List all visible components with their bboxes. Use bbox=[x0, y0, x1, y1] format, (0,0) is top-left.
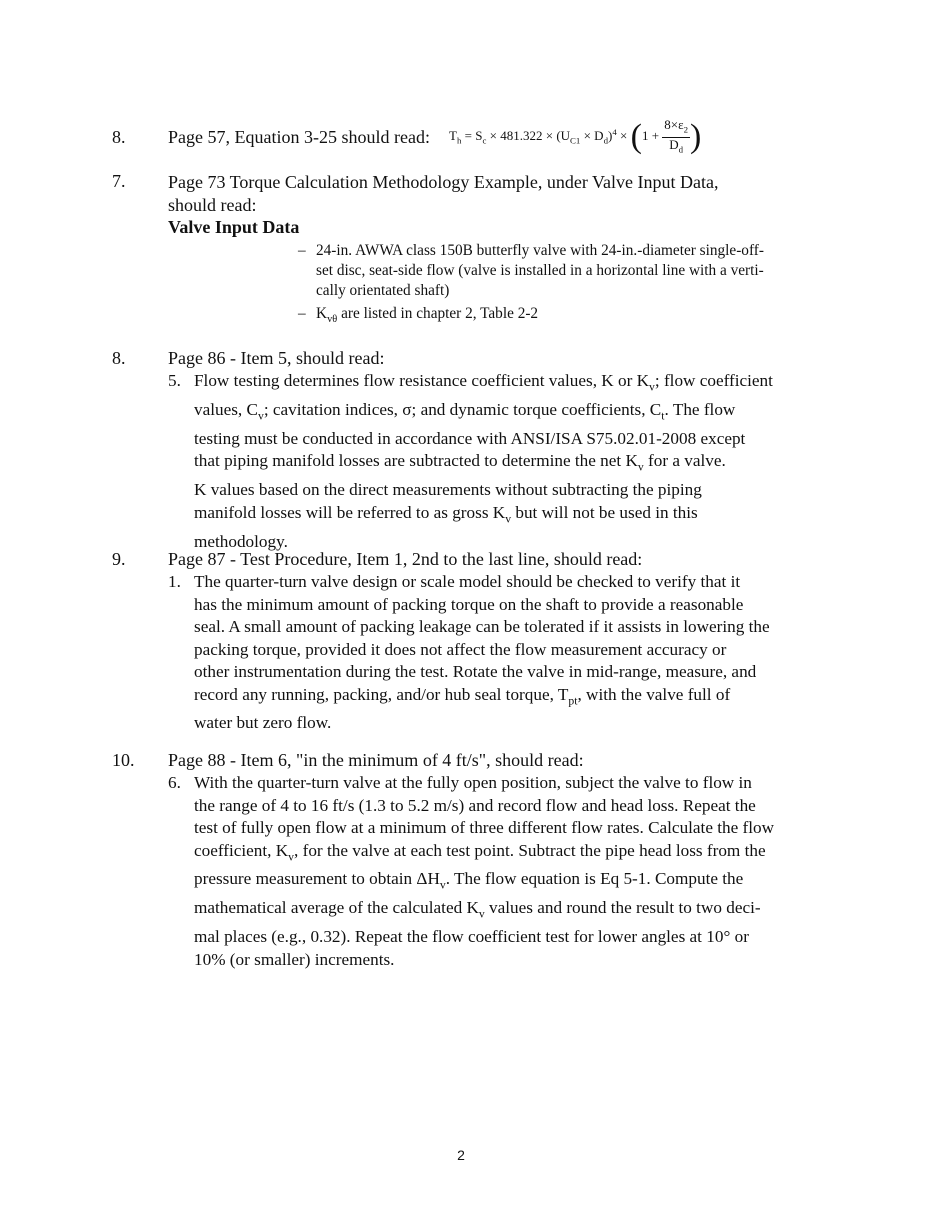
item-heading: Page 88 - Item 6, "in the minimum of 4 ft/s", should read: bbox=[168, 750, 584, 770]
eq-sub: h bbox=[456, 135, 462, 146]
sub-item-number: 1. bbox=[168, 572, 181, 591]
text: record any running, packing, and/or hub seal torque, T bbox=[194, 684, 569, 704]
text: ; cavitation indices, σ; and dynamic torque coefficients, C bbox=[263, 399, 662, 419]
bullet-line: cally orientated shaft) bbox=[316, 282, 450, 299]
text: water but zero flow. bbox=[194, 713, 332, 733]
sub: v bbox=[505, 512, 512, 526]
eq-paren-close: ) bbox=[690, 118, 702, 156]
eq-term: × D bbox=[583, 128, 604, 144]
k-symbol: K bbox=[316, 305, 328, 322]
page-number: 2 bbox=[457, 1147, 465, 1163]
bullet-dash: – bbox=[298, 242, 306, 259]
eq-power: 4 bbox=[612, 126, 617, 137]
eq-term: 1 + bbox=[641, 128, 660, 144]
item-heading: Page 57, Equation 3-25 should read: bbox=[168, 127, 430, 147]
sub: v bbox=[257, 409, 264, 423]
sub: v bbox=[439, 878, 446, 892]
text: coefficient, K bbox=[194, 840, 289, 860]
text: the range of 4 to 16 ft/s (1.3 to 5.2 m/s) and record flow and head loss. Repeat the bbox=[194, 795, 756, 815]
text: has the minimum amount of packing torque on the shaft to provide a reasonable bbox=[194, 594, 744, 614]
eq-term: S bbox=[475, 128, 483, 144]
text: . The flow bbox=[664, 399, 736, 419]
heading-line: Page 73 Torque Calculation Methodology Example, under Valve Input Data, bbox=[168, 172, 719, 192]
bullet-line: 24-in. AWWA class 150B butterfly valve with 24-in.-diameter single-off- bbox=[316, 242, 764, 259]
text: mathematical average of the calculated K bbox=[194, 898, 479, 918]
item-number: 9. bbox=[112, 549, 126, 569]
k-subscript: vθ bbox=[327, 314, 338, 326]
eq-paren-open: ( bbox=[630, 118, 642, 156]
eq-sub: c bbox=[482, 135, 487, 146]
text: test of fully open flow at a minimum of three different flow rates. Calculate the flow bbox=[194, 818, 775, 837]
eq-sub: d bbox=[678, 144, 684, 155]
sub: v bbox=[637, 460, 644, 474]
text: other instrumentation during the test. Rotate the valve in mid-range, measure, and bbox=[194, 662, 757, 681]
eq-sub: C1 bbox=[570, 135, 581, 146]
text: ; flow coefficient bbox=[654, 371, 773, 390]
text: that piping manifold losses are subtracted to determine the net K bbox=[194, 451, 638, 471]
item-heading bbox=[168, 171, 718, 239]
text: pressure measurement to obtain ΔH bbox=[194, 869, 440, 889]
text: Flow testing determines flow resistance coefficient values, K or K bbox=[194, 371, 650, 390]
eq-sign: = bbox=[464, 128, 472, 144]
eq-denominator: D bbox=[669, 136, 679, 152]
item-number: 7. bbox=[112, 171, 126, 191]
text: packing torque, provided it does not affect the flow measurement accuracy or bbox=[194, 639, 727, 659]
subheading: Valve Input Data bbox=[168, 217, 300, 237]
text: methodology. bbox=[194, 531, 288, 551]
item-heading: Page 87 - Test Procedure, Item 1, 2nd to the last line, should read: bbox=[168, 549, 643, 569]
bullet-dash: – bbox=[298, 305, 306, 322]
item-number: 10. bbox=[112, 750, 135, 770]
text: but will not be used in this bbox=[511, 502, 698, 522]
sub: v bbox=[478, 907, 485, 921]
bullet-line: set disc, seat-side flow (valve is installed in a horizontal line with a verti- bbox=[316, 262, 764, 279]
eq-term: ) bbox=[608, 128, 613, 144]
equation-3-25 bbox=[449, 118, 701, 158]
sub: t bbox=[661, 409, 665, 423]
item-heading: Page 86 - Item 5, should read: bbox=[168, 348, 385, 368]
eq-op: × bbox=[545, 128, 554, 144]
eq-coef: 481.322 bbox=[500, 128, 543, 144]
text: With the quarter-turn valve at the fully open position, subject the valve to flow in bbox=[194, 773, 752, 792]
text: , for the valve at each test point. Subtract the pipe head loss from the bbox=[294, 840, 766, 860]
text: for a valve. bbox=[643, 451, 726, 471]
text: , with the valve full of bbox=[577, 684, 731, 704]
eq-numerator: 8×ε bbox=[664, 117, 684, 132]
eq-op: × bbox=[489, 128, 497, 144]
sub-item-number: 5. bbox=[168, 371, 181, 390]
sub: pt bbox=[568, 693, 578, 707]
item-number: 8. bbox=[112, 127, 126, 147]
text: manifold losses will be referred to as gross K bbox=[194, 502, 506, 522]
eq-term: T bbox=[449, 128, 457, 144]
bullet-text: are listed in chapter 2, Table 2-2 bbox=[337, 305, 539, 322]
heading-line: should read: bbox=[168, 194, 257, 215]
item-number: 8. bbox=[112, 348, 126, 368]
text: 10% (or smaller) increments. bbox=[194, 949, 395, 969]
sub: v bbox=[649, 380, 655, 394]
text: . The flow equation is Eq 5-1. Compute the bbox=[445, 869, 744, 889]
text: values, C bbox=[194, 399, 258, 419]
eq-fraction bbox=[662, 118, 690, 156]
eq-term: (U bbox=[556, 128, 571, 144]
eq-sub: 2 bbox=[683, 124, 688, 135]
text: values and round the result to two deci- bbox=[484, 898, 761, 918]
text: mal places (e.g., 0.32). Repeat the flow coefficient test for lower angles at 10° or bbox=[194, 927, 749, 947]
text: testing must be conducted in accordance with ANSI/ISA S75.02.01-2008 except bbox=[194, 428, 746, 448]
eq-op: × bbox=[620, 128, 628, 144]
sub: v bbox=[288, 849, 295, 863]
eq-sub: d bbox=[603, 135, 608, 146]
text: seal. A small amount of packing leakage can be tolerated if it assists in lowering the bbox=[194, 617, 770, 636]
sub-item-number: 6. bbox=[168, 773, 181, 792]
text: The quarter-turn valve design or scale model should be checked to verify that it bbox=[194, 572, 741, 591]
text: K values based on the direct measurements without subtracting the piping bbox=[194, 480, 702, 500]
